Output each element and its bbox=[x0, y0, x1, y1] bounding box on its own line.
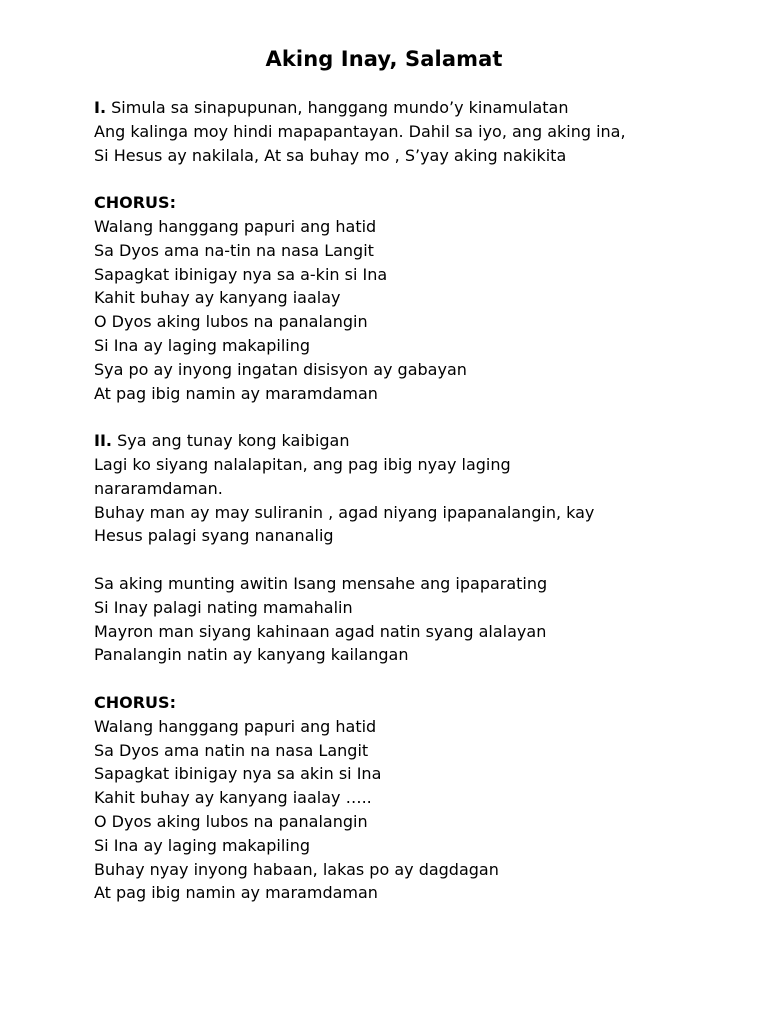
verse-2-line-2: Lagi ko siyang nalalapitan, ang pag ibig nyay laging bbox=[94, 454, 511, 474]
verse-2-line-5: Hesus palagi syang nananalig bbox=[94, 526, 334, 546]
verse-1-line-2: Ang kalinga moy hindi mapapantayan. Dahil sa iyo, ang aking ina, bbox=[94, 121, 626, 141]
verse-1 bbox=[94, 96, 734, 167]
bridge-line: Panalangin natin ay kanyang kailangan bbox=[94, 645, 409, 665]
stanza-gap bbox=[94, 548, 734, 572]
chorus-2-line: Walang hanggang papuri ang hatid bbox=[94, 716, 377, 736]
chorus-2-line: Sapagkat ibinigay nya sa akin si Ina bbox=[94, 764, 382, 784]
stanza-gap bbox=[94, 167, 734, 191]
chorus-2 bbox=[94, 691, 734, 905]
chorus-2-line: Si Ina ay laging makapiling bbox=[94, 835, 310, 855]
chorus-1-line: Si Ina ay laging makapiling bbox=[94, 335, 310, 355]
verse-2-line-3: nararamdaman. bbox=[94, 478, 223, 498]
verse-2 bbox=[94, 429, 734, 548]
verse-1-line-3: Si Hesus ay nakilala, At sa buhay mo , S’yay aking nakikita bbox=[94, 145, 567, 165]
chorus-2-line: Kahit buhay ay kanyang iaalay ….. bbox=[94, 788, 372, 808]
chorus-1-line: O Dyos aking lubos na panalangin bbox=[94, 312, 368, 332]
chorus-1-line: At pag ibig namin ay maramdaman bbox=[94, 383, 378, 403]
chorus-2-heading: CHORUS: bbox=[94, 692, 176, 712]
verse-2-marker: II. bbox=[94, 431, 112, 451]
stanza-gap bbox=[94, 667, 734, 691]
verse-1-line-1 bbox=[94, 96, 734, 120]
verse-2-line-1-text: Sya ang tunay kong kaibigan bbox=[111, 431, 350, 451]
chorus-1 bbox=[94, 191, 734, 405]
chorus-1-line: Sapagkat ibinigay nya sa a-kin si Ina bbox=[94, 264, 388, 284]
bridge bbox=[94, 572, 734, 667]
chorus-1-line: Sa Dyos ama na-tin na nasa Langit bbox=[94, 240, 374, 260]
verse-1-marker: I. bbox=[94, 98, 107, 117]
chorus-2-line: Buhay nyay inyong habaan, lakas po ay dagdagan bbox=[94, 859, 499, 879]
bridge-line: Si Inay palagi nating mamahalin bbox=[94, 597, 353, 617]
bridge-line: Sa aking munting awitin Isang mensahe ang ipaparating bbox=[94, 573, 548, 593]
verse-2-line-1 bbox=[94, 429, 734, 453]
chorus-2-line: Sa Dyos ama natin na nasa Langit bbox=[94, 740, 369, 760]
verse-1-line-1-text: Simula sa sinapupunan, hanggang mundo’y kinamulatan bbox=[106, 98, 569, 117]
chorus-2-line: At pag ibig namin ay maramdaman bbox=[94, 883, 378, 903]
document-title: Aking Inay, Salamat bbox=[265, 47, 503, 71]
chorus-1-line: Kahit buhay ay kanyang iaalay bbox=[94, 288, 341, 308]
chorus-1-heading: CHORUS: bbox=[94, 193, 176, 213]
stanza-gap bbox=[94, 405, 734, 429]
chorus-1-line: Walang hanggang papuri ang hatid bbox=[94, 216, 377, 236]
bridge-line: Mayron man siyang kahinaan agad natin syang alalayan bbox=[94, 621, 547, 641]
chorus-2-line: O Dyos aking lubos na panalangin bbox=[94, 811, 368, 831]
lyrics-body bbox=[94, 96, 734, 905]
verse-2-line-4: Buhay man ay may suliranin , agad niyang ipapanalangin, kay bbox=[94, 502, 595, 522]
chorus-1-line: Sya po ay inyong ingatan disisyon ay gabayan bbox=[94, 359, 467, 379]
